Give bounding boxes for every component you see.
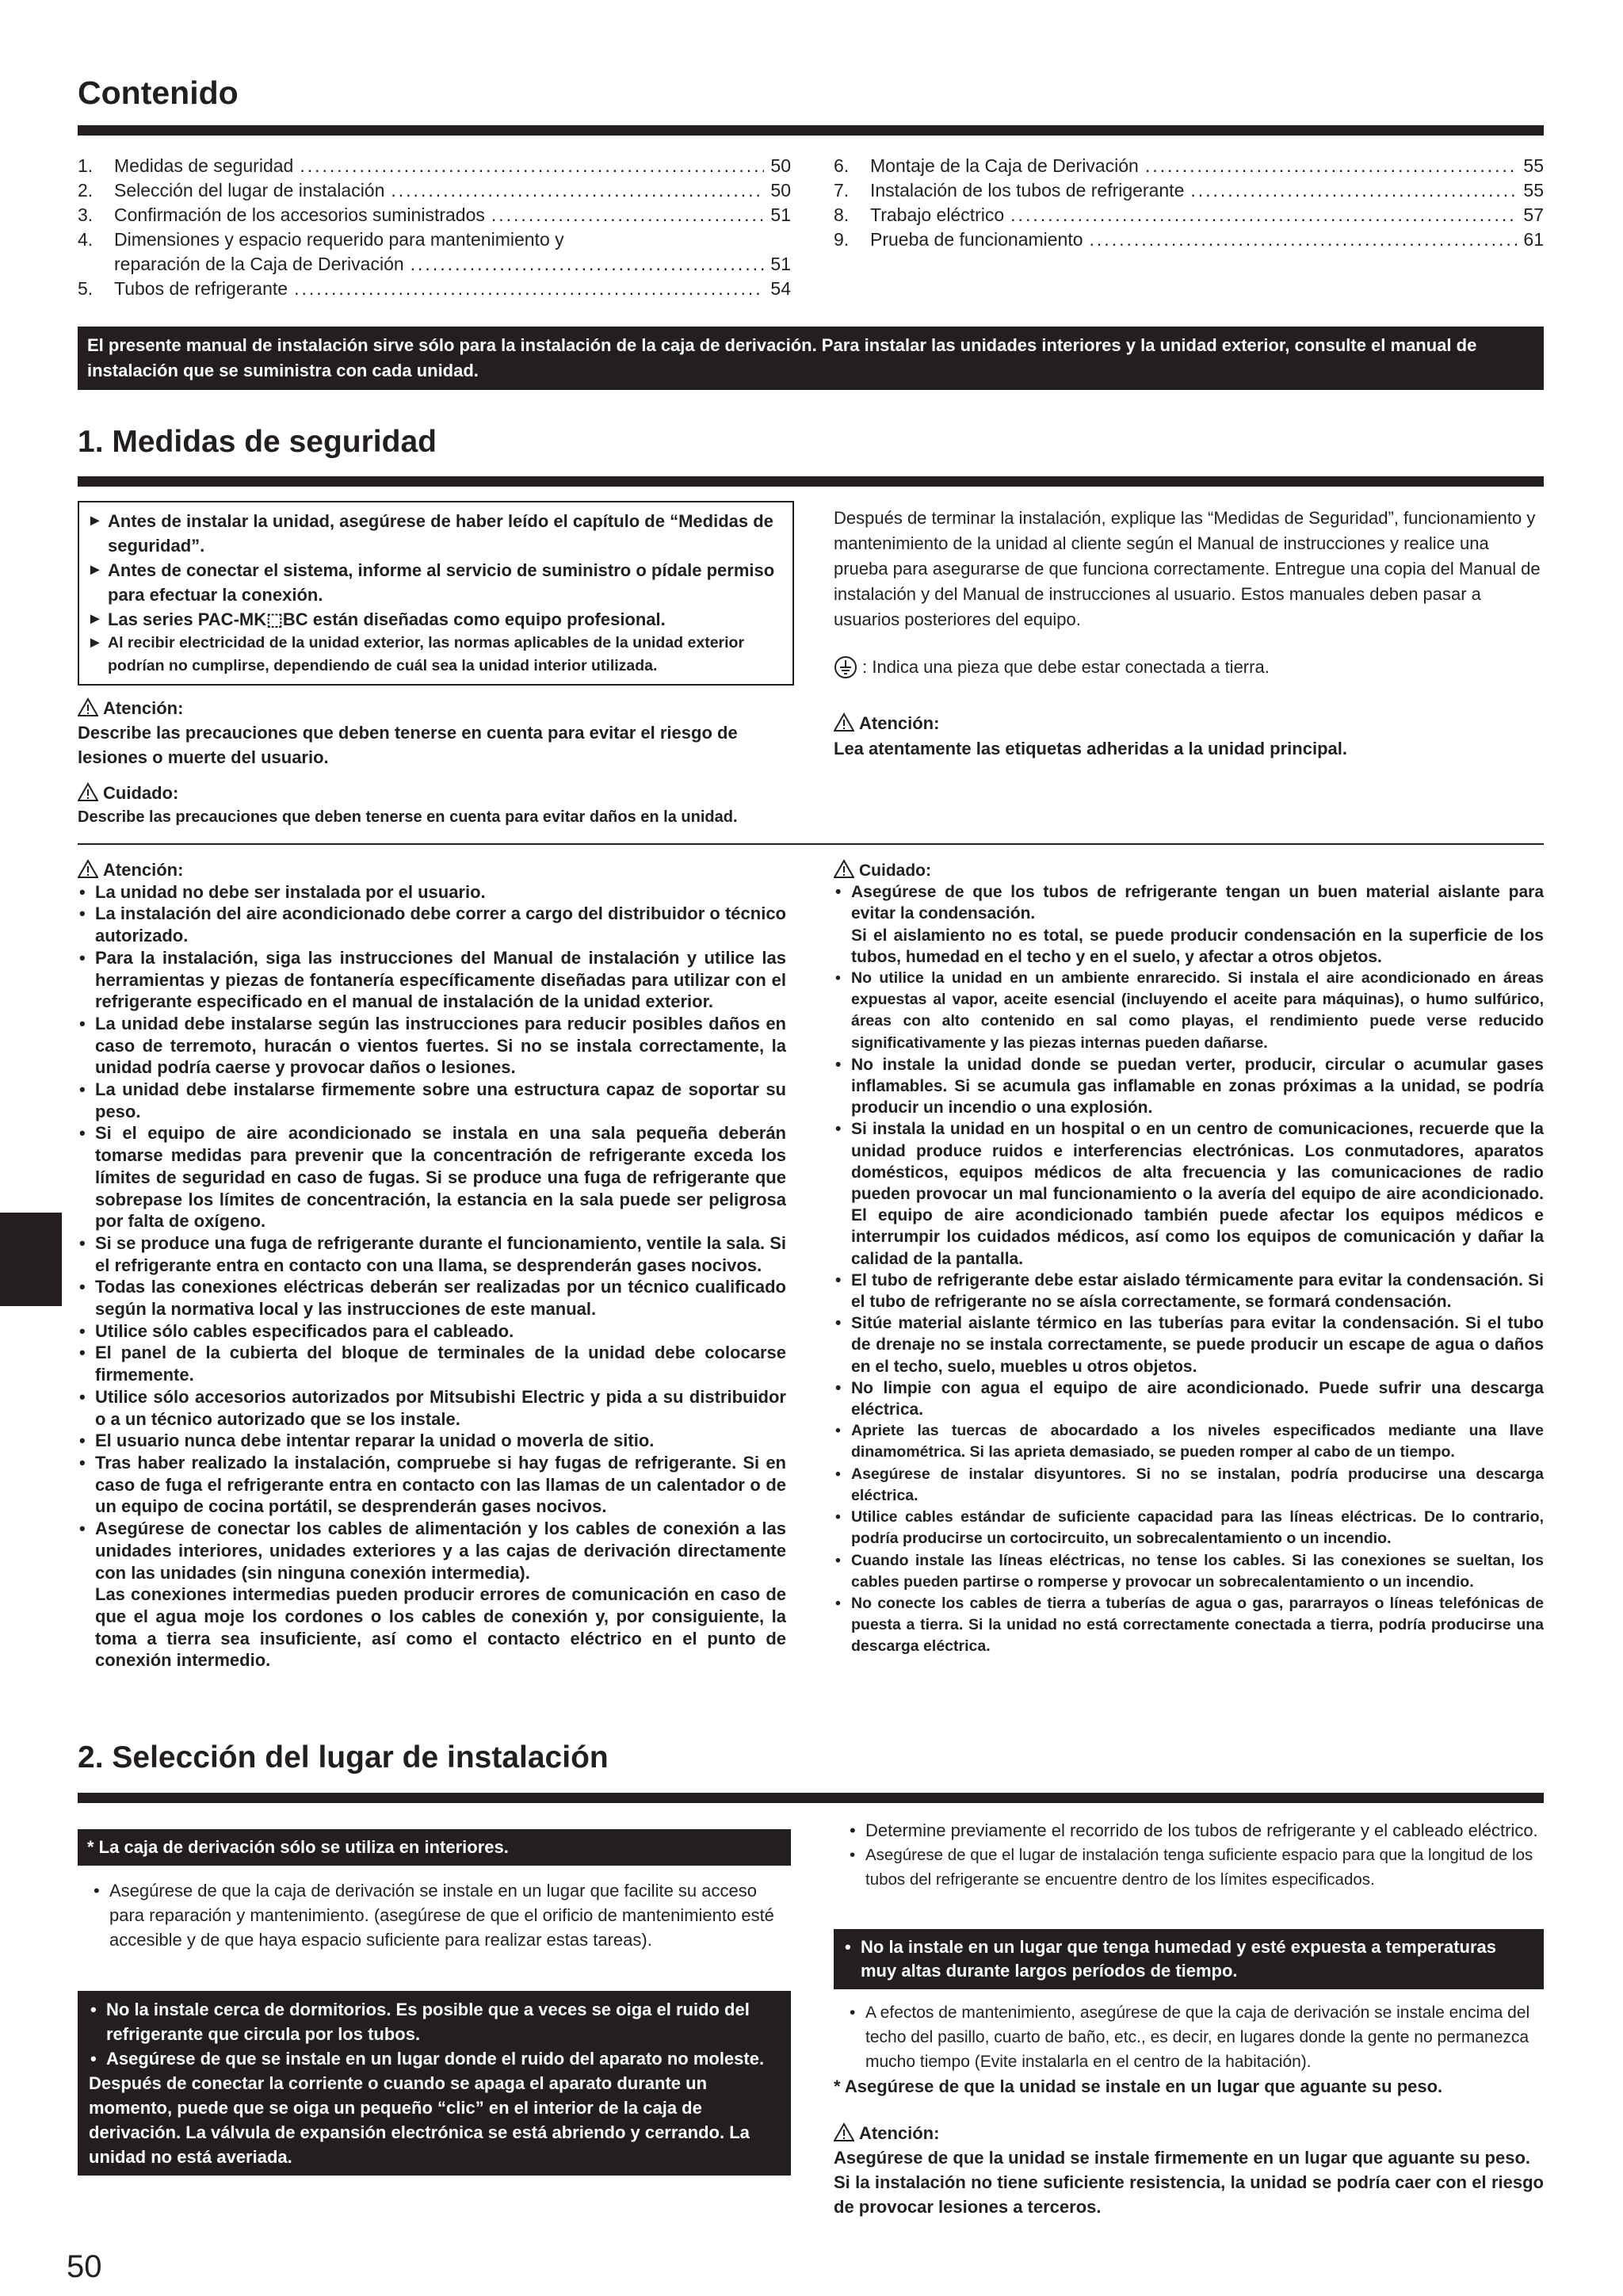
cuidado-text: Describe las precauciones que deben tenerse en cuenta para evitar daños en la unidad.	[78, 808, 738, 826]
caution-item: • No limpie con agua el equipo de aire acondicionado. Puede sufrir una descarga eléctrica.	[834, 1377, 1544, 1420]
indoor-note: * La caja de derivación sólo se utiliza en interiores.	[78, 1829, 791, 1866]
warning-icon	[834, 2122, 854, 2141]
section2-atencion-heading: Atención:	[834, 2121, 1544, 2145]
section1-title: 1. Medidas de seguridad	[78, 425, 437, 459]
section1-bar	[78, 476, 1544, 487]
warning-item: • Utilice sólo accesorios autorizados por Mitsubishi Electric y pida a su distribuidor o a un técnico autorizado que se los instale.	[78, 1386, 786, 1430]
warning-icon	[78, 697, 98, 716]
caution-item: • Apriete las tuercas de abocardado a los niveles especificados mediante una llave dinamométrica. Si las aprieta demasiado, se pueden romper al cabo de un tiempo.	[834, 1420, 1544, 1463]
warning-icon	[834, 712, 854, 732]
prereq-item: ► Al recibir electricidad de la unidad exterior, las normas aplicables de la unidad exterior podrían no cumplirse, dependiendo de cuál sea la unidad interior utilizada.	[87, 632, 785, 678]
caution-icon	[834, 859, 854, 878]
warning-item: • Si el equipo de aire acondicionado se instala en una sala pequeña deberán tomarse medidas para prevenir que la concentración de refrigerante exceda los límites de seguridad en caso de fugas. Si se produce una fuga de refrigerante que sobrepase los límites de concentración, la estancia en la sala puede ser peligrosa por falta de oxígeno.	[78, 1122, 786, 1232]
atencion2-text: Lea atentamente las etiquetas adheridas a la unidad principal.	[834, 739, 1347, 758]
section2-atencion-text1: Asegúrese de que la unidad se instale firmemente en un lugar que aguante su peso.	[834, 2148, 1531, 2168]
warnings-heading: Atención:	[78, 859, 786, 881]
intro-note: El presente manual de instalación sirve sólo para la instalación de la caja de derivación. Para instalar las unidades interiores y la unidad exterior, consulte el manual de instalación que se suministra con cada unidad.	[78, 327, 1544, 390]
cautions-heading: Cuidado:	[834, 859, 1544, 881]
prereq-item: ► Las series PAC-MK⬚BC están diseñadas como equipo profesional.	[87, 607, 785, 632]
noise-item: • No la instale cerca de dormitorios. Es posible que a veces se oiga el ruido del refrigerante que circula por los tubos.	[89, 1997, 780, 2046]
toc-entry[interactable]: 2. Selección del lugar de instalación ..... 50	[78, 178, 791, 203]
route-item: • Determine previamente el recorrido de los tubos de refrigerante y el cableado eléctrico.	[848, 1818, 1544, 1843]
atencion2	[834, 711, 1544, 762]
route-item: • Asegúrese de que el lugar de instalación tenga suficiente espacio para que la longitud de los tubos del refrigerante se encuentre dentro de los límites especificados.	[848, 1843, 1544, 1892]
humidity-box	[834, 1929, 1544, 1989]
maintenance-bullets	[834, 2000, 1544, 2099]
access-bullets	[78, 1878, 785, 1952]
warnings-extra: Las conexiones intermedias pueden producir errores de comunicación en caso de que el agua moje los cordones o los cables de conexión y, por consiguiente, la toma a tierra sea insuficiente, así como el contacto eléctrico en el punto de conexión intermedio.	[95, 1584, 786, 1671]
caution-item: • Utilice cables estándar de suficiente capacidad para las líneas eléctricas. De lo contrario, podría producirse un cortocircuito, un sobrecalentamiento o un incendio.	[834, 1507, 1544, 1549]
toc-entry[interactable]: 1. Medidas de seguridad ..... 50	[78, 154, 791, 178]
atencion2-heading: Atención:	[834, 711, 1544, 736]
caution-item: • Asegúrese de que los tubos de refrigerante tengan un buen material aislante para evitar la condensación. Si el aislamiento no es total, se puede producir condensación en la superficie de los tubos, humedad en el techo y en el suelo, y afectar a otros objetos.	[834, 881, 1544, 968]
atencion-text: Describe las precauciones que deben tenerse en cuenta para evitar el riesgo de lesiones o muerte del usuario.	[78, 723, 738, 767]
section2-atencion-text2: Si la instalación no tiene suficiente resistencia, la unidad se podría caer con el riesgo de provocar lesiones a terceros.	[834, 2172, 1544, 2217]
warning-item: • Para la instalación, siga las instrucciones del Manual de instalación y utilice las herramientas y piezas de fontanería específicamente diseñadas para utilizar con el refrigerante especificado en el manual de instalación de la unidad exterior.	[78, 947, 786, 1013]
toc-entry[interactable]: 5. Tubos de refrigerante ..... 54	[78, 277, 791, 301]
section2-bar	[78, 1793, 1544, 1803]
section1-right-paragraph: Después de terminar la instalación, explique las “Medidas de Seguridad”, funcionamiento y mantenimiento de la unidad al cliente según el Manual de instrucciones y realice una prueba para asegurarse de que funciona correctamente. Entregue una copia del Manual de instalación y del Manual de instrucciones al usuario. Estos manuales deben pasar a usuarios posteriores del equipo.	[834, 508, 1541, 629]
humidity-note: • No la instale en un lugar que tenga humedad y esté expuesta a temperaturas muy altas durante largos períodos de tiempo.	[843, 1935, 1534, 1983]
caution-item: • Cuando instale las líneas eléctricas, no tense los cables. Si las conexiones se sueltan, los cables pueden partirse o romperse y provocar un sobrecalentamiento o un incendio.	[834, 1550, 1544, 1593]
warnings-column	[78, 859, 786, 1671]
noise-paragraph: Después de conectar la corriente o cuando se apaga el aparato durante un momento, puede que se oiga un pequeño “clic” en el interior de la caja de derivación. La válvula de expansión electrónica se está abriendo y cerrando. La unidad no está averiada.	[89, 2073, 750, 2167]
warning-item: • El usuario nunca debe intentar reparar la unidad o moverla de sitio.	[78, 1430, 786, 1452]
warning-item: • La unidad debe instalarse firmemente sobre una estructura capaz de soportar su peso.	[78, 1079, 786, 1122]
section2-title: 2. Selección del lugar de instalación	[78, 1740, 609, 1775]
caution-item: • Asegúrese de instalar disyuntores. Si no se instalan, podría producirse una descarga eléctrica.	[834, 1464, 1544, 1507]
warning-item: • La unidad no debe ser instalada por el usuario.	[78, 881, 786, 904]
noise-item: • Asegúrese de que se instale en un lugar donde el ruido del aparato no moleste.	[89, 2046, 780, 2071]
ground-text: : Indica una pieza que debe estar conectada a tierra.	[862, 657, 1270, 677]
warning-item: • La instalación del aire acondicionado debe correr a cargo del distribuidor o técnico autorizado.	[78, 903, 786, 946]
caution-icon	[78, 782, 98, 801]
toc-entry[interactable]: 8. Trabajo eléctrico ..... 57	[834, 203, 1544, 227]
page-number: 50	[67, 2249, 102, 2284]
ground-legend	[834, 655, 1544, 680]
caution-item: • No instale la unidad donde se puedan verter, producir, circular o acumular gases inflamables. Si se acumula gas inflamable en zonas próximas a la unidad, se podría producir un incendio o una explosión.	[834, 1054, 1544, 1119]
side-tab	[0, 1213, 62, 1306]
ground-icon	[834, 655, 857, 679]
toc-right	[834, 154, 1544, 252]
divider	[78, 843, 1544, 845]
prerequisites-box	[78, 501, 794, 686]
caution-item: • No utilice la unidad en un ambiente enrarecido. Si instala el aire acondicionado en áreas expuestas al vapor, aceite esencial (incluyendo el aceite para máquinas), o humo sulfúrico, áreas con alto contenido en sal como playas, el rendimiento puede verse reducido significativamente y las piezas internas pueden dañarse.	[834, 968, 1544, 1054]
caution-item: • El tubo de refrigerante debe estar aislado térmicamente para evitar la condensación. Si el tubo de refrigerante no se aísla correctamente, se formará condensación.	[834, 1270, 1544, 1312]
noise-box	[78, 1991, 791, 2176]
access-item: • Asegúrese de que la caja de derivación se instale en un lugar que facilite su acceso para reparación y mantenimiento. (asegúrese de que el orificio de mantenimiento esté accesible y de que haya espacio suficiente para realizar estas tareas).	[92, 1878, 785, 1952]
toc-entry[interactable]: 6. Montaje de la Caja de Derivación ..... 55	[834, 154, 1544, 178]
caution-item: • Si instala la unidad en un hospital o en un centro de comunicaciones, recuerde que la unidad produce ruidos e interferencias electrónicas. Los conmutadores, aparatos domésticos, equipos médicos de alta frecuencia y las comunicaciones de radio pueden provocar un mal funcionamiento o la avería del equipo de aire acondicionado. El equipo de aire acondicionado también puede afectar los equipos médicos e interrumpir los cuidados médicos, así como los equipos de comunicación y dañar la calidad de la pantalla.	[834, 1118, 1544, 1269]
warning-item: • Todas las conexiones eléctricas deberán ser realizadas por un técnico cualificado según la normativa local y las instrucciones de este manual.	[78, 1276, 786, 1320]
atencion-heading: Atención:	[78, 696, 791, 720]
warning-item: • El panel de la cubierta del bloque de terminales de la unidad debe colocarse firmemente.	[78, 1342, 786, 1385]
warning-item: • Si se produce una fuga de refrigerante durante el funcionamiento, ventile la sala. Si el refrigerante entra en contacto con una llama, se desprenderán gases nocivos.	[78, 1232, 786, 1276]
toc-entry[interactable]: 4. Dimensiones y espacio requerido para mantenimiento y	[78, 229, 564, 250]
toc-entry-cont[interactable]: reparación de la Caja de Derivación ..... 51	[78, 252, 791, 277]
warning-icon	[78, 859, 98, 878]
cautions-column	[834, 859, 1544, 1658]
title-bar	[78, 125, 1544, 136]
warning-item: • Utilice sólo cables especificados para el cableado.	[78, 1320, 786, 1343]
weight-note: * Asegúrese de que la unidad se instale en un lugar que aguante su peso.	[834, 2076, 1443, 2096]
prereq-item: ► Antes de instalar la unidad, asegúrese de haber leído el capítulo de “Medidas de seguridad”.	[87, 509, 785, 558]
section2-atencion	[834, 2121, 1544, 2219]
prereq-item: ► Antes de conectar el sistema, informe al servicio de suministro o pídale permiso para efectuar la conexión.	[87, 558, 785, 607]
warning-item: • Asegúrese de conectar los cables de alimentación y los cables de conexión a las unidades interiores, unidades exteriores y a las cajas de derivación directamente con las unidades (sin ninguna conexión intermedia).	[78, 1518, 786, 1584]
toc-entry[interactable]: 7. Instalación de los tubos de refrigerante ..... 55	[834, 178, 1544, 203]
caution-item: • No conecte los cables de tierra a tuberías de agua o gas, pararrayos o líneas telefónicas de puesta a tierra. Si la unidad no está correctamente conectada a tierra, podría producirse una descarga eléctrica.	[834, 1593, 1544, 1658]
legend-left	[78, 696, 791, 830]
warning-item: • Tras haber realizado la instalación, compruebe si hay fugas de refrigerante. Si en caso de fuga el refrigerante entra en contacto con las llamas de un calentador o de un equipo de cocina portátil, se desprenderán gases nocivos.	[78, 1452, 786, 1518]
toc-entry[interactable]: 9. Prueba de funcionamiento ..... 61	[834, 227, 1544, 252]
cuidado-heading: Cuidado:	[78, 781, 791, 805]
warning-item: • La unidad debe instalarse según las instrucciones para reducir posibles daños en caso de terremoto, huracán o vientos fuertes. Si no se instala correctamente, la unidad podría caerse y provocar daños o lesiones.	[78, 1013, 786, 1079]
toc-title: Contenido	[78, 74, 239, 111]
toc-left	[78, 154, 791, 301]
route-bullets	[834, 1818, 1544, 1892]
maintenance-item: • A efectos de mantenimiento, asegúrese de que la caja de derivación se instale encima del techo del pasillo, cuarto de baño, etc., es decir, en lugares donde la gente no permanezca mucho tiempo (Evite instalarla en el centro de la habitación).	[848, 2000, 1544, 2074]
toc-entry[interactable]: 3. Confirmación de los accesorios suministrados ..... 51	[78, 203, 791, 227]
caution-item: • Sitúe material aislante térmico en las tuberías para evitar la condensación. Si el tubo de drenaje no se instala correctamente, se puede producir un escape de agua o daños en el techo, suelo, muebles u otros objetos.	[834, 1312, 1544, 1377]
